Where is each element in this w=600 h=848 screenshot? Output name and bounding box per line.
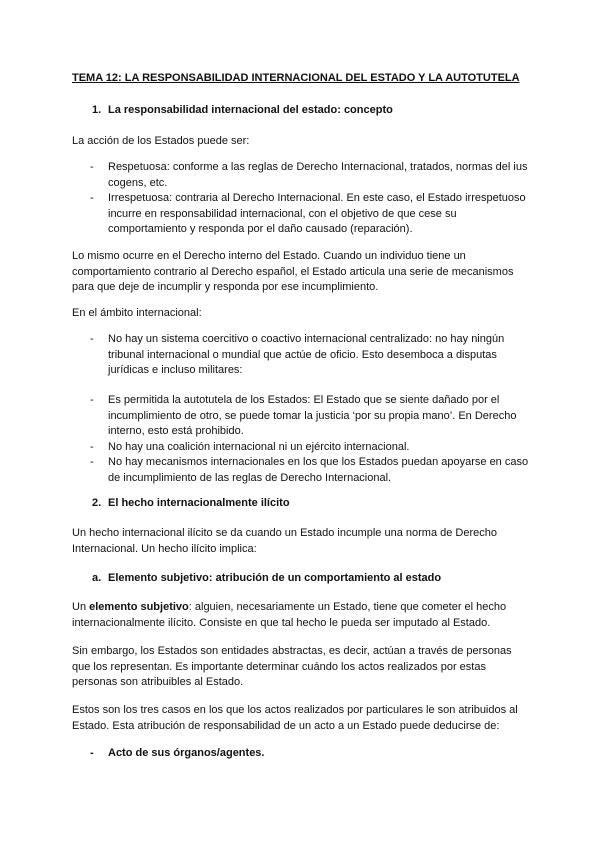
section-number: a. (92, 572, 102, 584)
section-title: La responsabilidad internacional del estado: concepto (108, 104, 393, 116)
list-item: - No hay mecanismos internacionales en los que los Estados puedan apoyarse en caso de incumplimiento de las reglas de Derecho Internacional. (72, 455, 532, 486)
bullet-list (72, 332, 532, 379)
list-item: - Acto de sus órganos/agentes. (72, 746, 532, 762)
bullet-list (72, 746, 532, 762)
paragraph-lead: Un (72, 601, 90, 613)
paragraph: La acción de los Estados puede ser: (72, 135, 250, 147)
list-item: - No hay una coalición internacional ni un ejército internacional. (72, 440, 532, 456)
document-title: TEMA 12: LA RESPONSABILIDAD INTERNACIONAL DEL ESTADO Y LA AUTOTUTELA (72, 72, 520, 84)
section-number: 2. (92, 497, 102, 509)
section-number: 1. (92, 104, 102, 116)
paragraph: Sin embargo, los Estados son entidades abstractas, es decir, actúan a través de personas que los representan. Es importante determinar cuándo los actos realizados por estas personas son atribuibles al Estado. (72, 645, 512, 688)
list-item: - Es permitida la autotutela de los Estados: El Estado que se siente dañado por el incumplimiento de otro, se puede tomar la justicia ‘por su propia mano’. En Derecho interno, esto está prohibido. (72, 393, 532, 440)
list-item: - Respetuosa: conforme a las reglas de Derecho Internacional, tratados, normas del ius cogens, etc. (72, 160, 532, 191)
paragraph: Un hecho internacional ilícito se da cuando un Estado incumple una norma de Derecho Internacional. Un hecho ilícito implica: (72, 527, 497, 555)
paragraph-rest: : alguien, necesariamente un Estado, tiene que cometer el hecho internacionalmente ilícito. Consiste en que tal hecho le pueda ser imputado al Estado. (72, 601, 507, 629)
bullet-list (72, 393, 532, 486)
list-item: - Irrespetuosa: contraria al Derecho Internacional. En este caso, el Estado irrespetuoso incurre en responsabilidad internacional, con el objetivo de que cese su comportamiento y responda por el daño causado (reparación). (72, 191, 532, 238)
paragraph (72, 600, 532, 631)
bullet-list (72, 160, 532, 238)
section-title: El hecho internacionalmente ilícito (108, 497, 290, 509)
section-title: Elemento subjetivo: atribución de un comportamiento al estado (108, 572, 442, 584)
paragraph: Lo mismo ocurre en el Derecho interno del Estado. Cuando un individuo tiene un comportamiento contrario al Derecho español, el Estado articula una serie de mecanismos para que deje de incumplir y responda por ese incumplimiento. (72, 250, 514, 293)
bold-term: elemento subjetivo (89, 601, 189, 613)
paragraph: Estos son los tres casos en los que los actos realizados por particulares le son atribuidos al Estado. Esta atribución de responsabilidad de un acto a un Estado puede deducirse de: (72, 704, 518, 732)
paragraph: En el ámbito internacional: (72, 307, 202, 319)
list-item: - No hay un sistema coercitivo o coactivo internacional centralizado: no hay ningún tribunal internacional o mundial que actúe de oficio. Esto desemboca a disputas jurídicas e incluso militares: (72, 332, 532, 379)
